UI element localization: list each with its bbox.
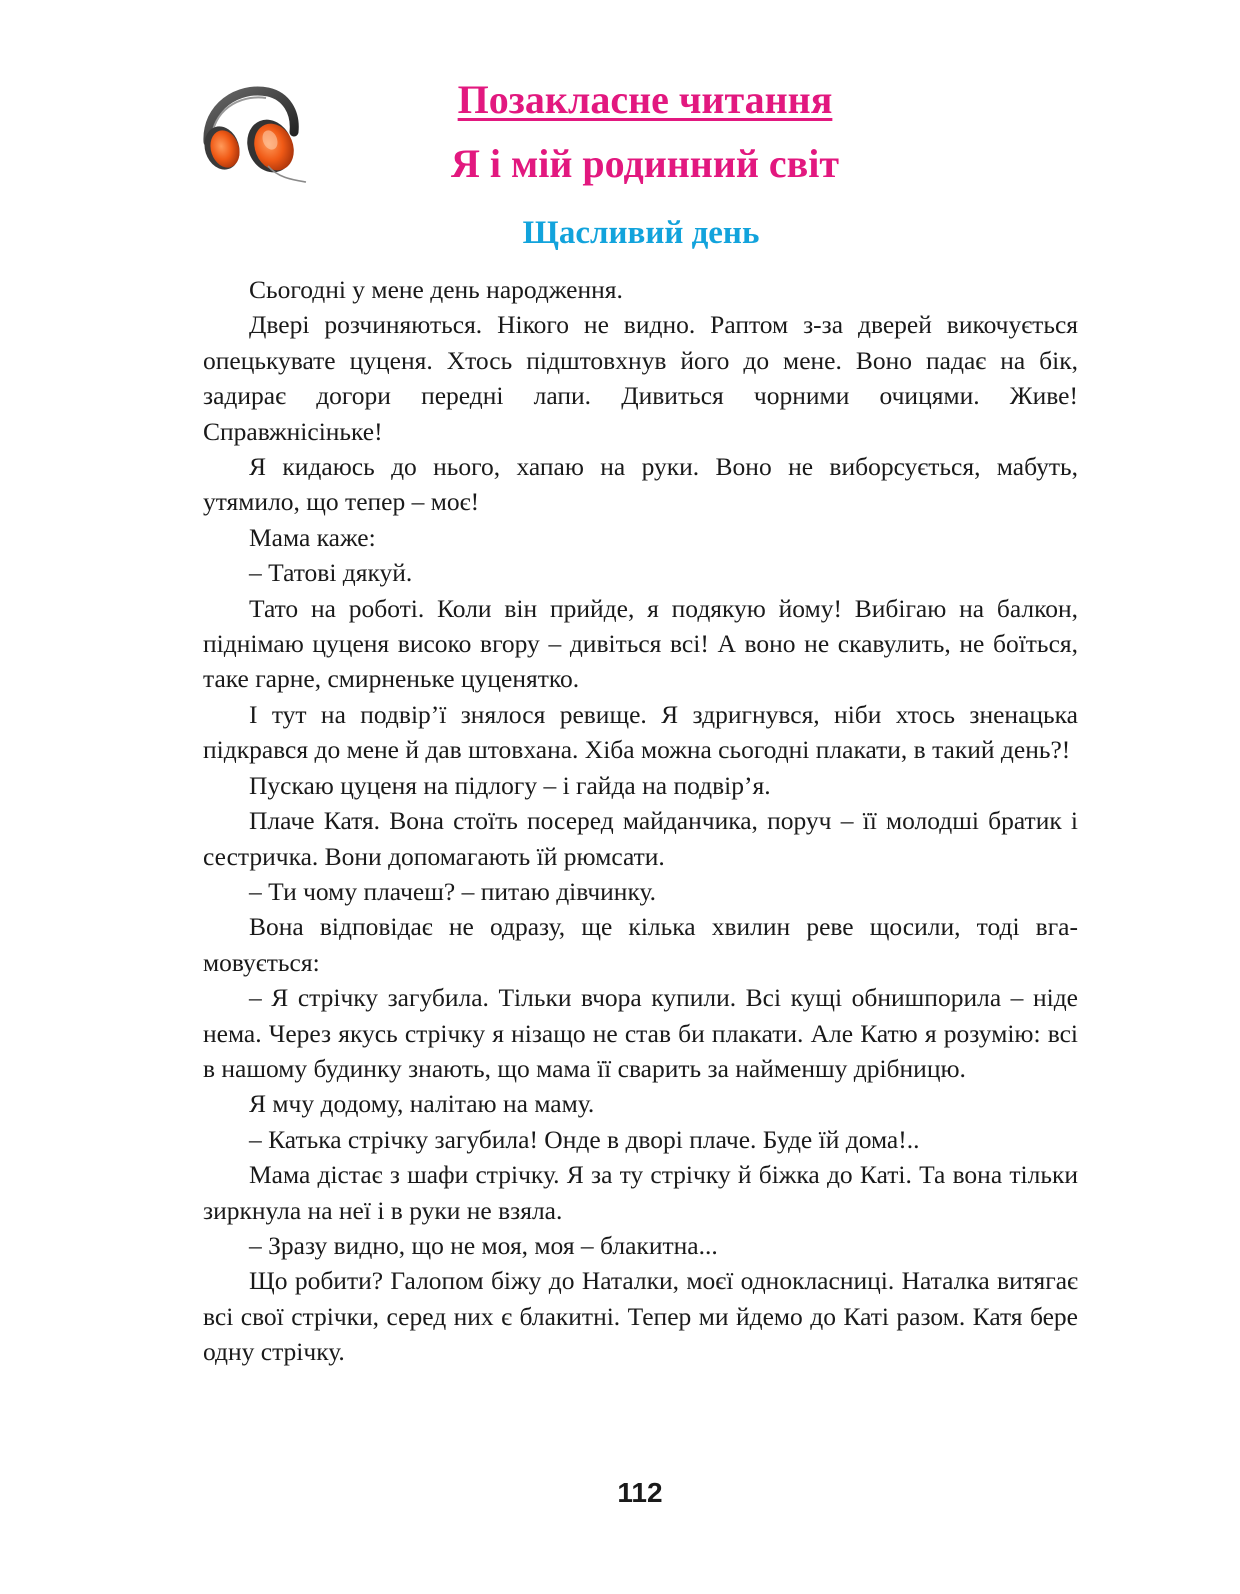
- story-paragraph: Вона відповідає не одразу, ще кілька хвилин реве щосили, тоді вгамовується:: [203, 912, 1078, 977]
- story-paragraph: – Ти чому плачеш? – питаю дівчинку.: [249, 876, 657, 906]
- story-paragraph: Я кидаюсь до нього, хапаю на руки. Воно не виборсується, мабуть, утямило, що тепер – моє!: [203, 452, 1078, 517]
- story-paragraph: – Зразу видно, що не моя, моя – блакитна...: [249, 1230, 718, 1260]
- story-paragraph: Плаче Катя. Вона стоїть посеред майданчика, поруч – її молодші братик і сестричка. Вони допомагають їй рюмсати.: [203, 806, 1078, 871]
- story-paragraph: І тут на подвір’ї знялося ревище. Я здригнувся, ніби хтось зненацька підкрався до мене й дав штовхана. Хіба можна сьогодні плакати, в такий день?!: [203, 699, 1078, 765]
- section-title: Позакласне читання: [457, 77, 833, 122]
- story-paragraph: Тато на роботі. Коли він прийде, я подякую йому! Вибігаю на балкон, піднімаю цуценя високо вгору – дивіться всі! А воно не скавулить, не боїться, таке гарне, смирненьке цуценятко.: [203, 593, 1078, 694]
- story-paragraph: – Катька стрічку загубила! Онде в дворі плаче. Буде їй дома!..: [249, 1124, 920, 1154]
- page-number: 112: [617, 1477, 663, 1508]
- story-text: [203, 272, 1078, 1370]
- story-paragraph: – Татові дякуй.: [249, 558, 413, 588]
- story-paragraph: Мама дістає з шафи стрічку. Я за ту стрічку й біжка до Каті. Та вона тільки зиркнула на неї і в руки не взяла.: [203, 1160, 1078, 1225]
- story-paragraph: Двері розчиняються. Нікого не видно. Раптом з-за дверей викочується опецькувате цуценя. Хтось підштовхнув його до мене. Воно падає на бік, задирає догори передні лапи. Дивиться чорними очицями. Живе! Справжнісіньке!: [203, 310, 1078, 446]
- story-title: Щасливий день: [522, 215, 760, 251]
- section-subtitle: Я і мій родинний світ: [450, 141, 840, 186]
- story-paragraph: Пускаю цуценя на підлогу – і гайда на подвір’я.: [249, 770, 771, 800]
- story-paragraph: – Я стрічку загубила. Тільки вчора купили. Всі кущі обнишпорила – ніде нема. Через якусь стрічку я нізащо не став би плакати. Але Катю я розумію: всі в нашому будинку знають, що мама її сварить за найменшу дрібницю.: [203, 983, 1078, 1083]
- story-paragraph: Мама каже:: [249, 522, 376, 552]
- story-paragraph: Я мчу додому, налітаю на маму.: [249, 1089, 595, 1119]
- story-paragraph: Що робити? Галопом біжу до Наталки, моєї однокласниці. Наталка витягає всі свої стрічки, серед них є блакитні. Тепер ми йдемо до Каті разом. Катя бере одну стрічку.: [203, 1266, 1078, 1367]
- story-paragraph: Сьогодні у мене день народження.: [249, 275, 623, 304]
